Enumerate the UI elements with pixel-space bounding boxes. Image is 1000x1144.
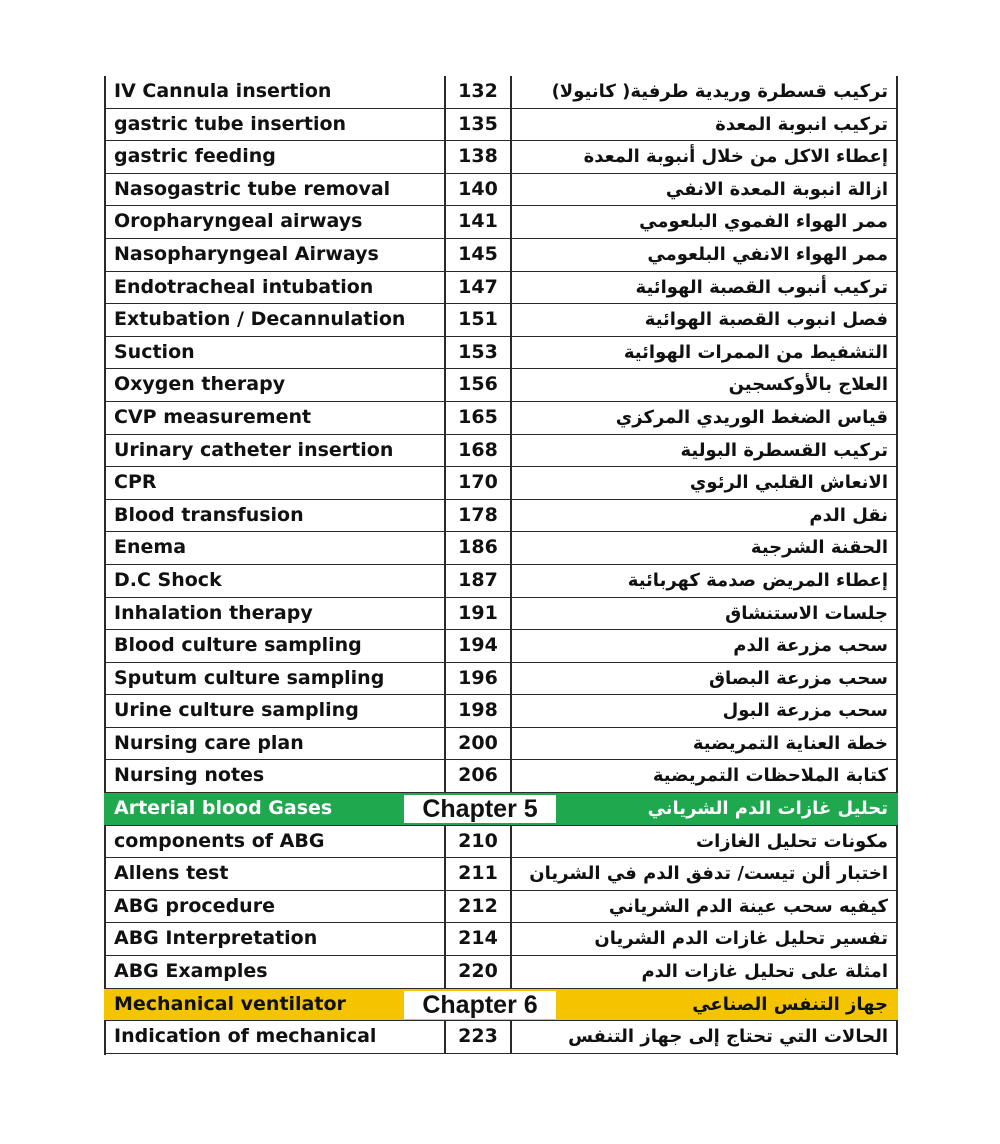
topic-arabic: نقل الدم bbox=[809, 504, 888, 526]
toc-rows bbox=[104, 76, 898, 1054]
topic-arabic: تركيب انبوبة المعدة bbox=[715, 113, 888, 135]
topic-english: ABG Examples bbox=[114, 960, 268, 983]
topic-english: gastric tube insertion bbox=[114, 112, 347, 135]
page-number: 198 bbox=[458, 699, 498, 722]
toc-row bbox=[104, 141, 898, 174]
toc-row bbox=[104, 565, 898, 598]
topic-arabic: مكونات تحليل الغازات bbox=[696, 830, 888, 852]
page-number: 200 bbox=[458, 731, 498, 754]
topic-english: Nasogastric tube removal bbox=[114, 177, 391, 200]
topic-english: gastric feeding bbox=[114, 145, 276, 168]
toc-row bbox=[104, 1021, 898, 1054]
page-number: 186 bbox=[458, 536, 498, 559]
topic-english: Suction bbox=[114, 340, 195, 363]
page-number: 140 bbox=[458, 177, 498, 200]
chapter-label: Chapter 5 bbox=[404, 795, 556, 823]
chapter-title-arabic: تحليل غازات الدم الشرياني bbox=[647, 798, 888, 820]
topic-english: Endotracheal intubation bbox=[114, 275, 374, 298]
page-number: 178 bbox=[458, 503, 498, 526]
topic-arabic: سحب مزرعة الدم bbox=[733, 635, 888, 657]
toc-row bbox=[104, 467, 898, 500]
topic-english: Blood culture sampling bbox=[114, 634, 362, 657]
topic-arabic: خطة العناية التمريضية bbox=[692, 732, 888, 754]
topic-arabic: جلسات الاستنشاق bbox=[725, 602, 888, 624]
toc-row bbox=[104, 109, 898, 142]
topic-arabic: إعطاء الاكل من خلال أنبوبة المعدة bbox=[583, 146, 888, 168]
toc-row bbox=[104, 337, 898, 370]
topic-arabic: قياس الضغط الوريدي المركزي bbox=[615, 406, 888, 428]
toc-row bbox=[104, 272, 898, 305]
toc-row bbox=[104, 239, 898, 272]
topic-english: Oropharyngeal airways bbox=[114, 210, 363, 233]
page-number: 196 bbox=[458, 666, 498, 689]
toc-row bbox=[104, 630, 898, 663]
toc-row bbox=[104, 760, 898, 793]
toc-row bbox=[104, 923, 898, 956]
page-number: 135 bbox=[458, 112, 498, 135]
page-number: 132 bbox=[458, 80, 498, 102]
topic-english: Enema bbox=[114, 536, 187, 559]
topic-arabic: تفسير تحليل غازات الدم الشريان bbox=[594, 928, 888, 950]
toc-row bbox=[104, 826, 898, 859]
toc-row bbox=[104, 728, 898, 761]
page-number: 168 bbox=[458, 438, 498, 461]
topic-arabic: كتابة الملاحظات التمريضية bbox=[652, 765, 888, 787]
page-number: 145 bbox=[458, 242, 498, 265]
topic-english: Nasopharyngeal Airways bbox=[114, 242, 379, 265]
page-number: 220 bbox=[458, 960, 498, 983]
topic-arabic: اختبار ألن تيست/ تدفق الدم في الشريان bbox=[529, 863, 888, 885]
page-number: 170 bbox=[458, 471, 498, 494]
page-number: 187 bbox=[458, 568, 498, 591]
toc-row bbox=[104, 304, 898, 337]
topic-arabic: التشفيط من الممرات الهوائية bbox=[623, 341, 888, 363]
topic-english: Indication of mechanical bbox=[114, 1025, 377, 1048]
page-number: 223 bbox=[458, 1025, 498, 1048]
topic-arabic: كيفيه سحب عينة الدم الشرياني bbox=[608, 895, 888, 917]
toc-row bbox=[104, 76, 898, 109]
page-number: 165 bbox=[458, 405, 498, 428]
page-number: 141 bbox=[458, 210, 498, 233]
topic-english: Nursing notes bbox=[114, 764, 265, 787]
page-number: 156 bbox=[458, 373, 498, 396]
topic-english: Inhalation therapy bbox=[114, 601, 313, 624]
page-number: 194 bbox=[458, 634, 498, 657]
topic-english: D.C Shock bbox=[114, 568, 222, 591]
toc-row bbox=[104, 435, 898, 468]
page-number: 211 bbox=[458, 862, 498, 885]
toc-row bbox=[104, 402, 898, 435]
topic-arabic: العلاج بالأوكسجين bbox=[728, 374, 888, 396]
chapter-label: Chapter 6 bbox=[404, 991, 556, 1019]
topic-arabic: تركيب أنبوب القصبة الهوائية bbox=[635, 276, 888, 298]
table-of-contents bbox=[104, 76, 898, 1054]
topic-arabic: الانعاش القلبي الرئوي bbox=[689, 472, 888, 494]
page-number: 210 bbox=[458, 829, 498, 852]
chapter-title-english: Arterial blood Gases bbox=[114, 797, 333, 820]
page-number: 153 bbox=[458, 340, 498, 363]
toc-row bbox=[104, 532, 898, 565]
page-number: 191 bbox=[458, 601, 498, 624]
topic-english: ABG Interpretation bbox=[114, 927, 318, 950]
topic-english: Urine culture sampling bbox=[114, 699, 359, 722]
topic-arabic: إعطاء المريض صدمة كهربائية bbox=[627, 569, 888, 591]
toc-row bbox=[104, 206, 898, 239]
topic-arabic: سحب مزرعة البصاق bbox=[708, 667, 888, 689]
chapter-title-english: Mechanical ventilator bbox=[114, 992, 346, 1015]
topic-english: CVP measurement bbox=[114, 405, 312, 428]
topic-english: components of ABG bbox=[114, 829, 325, 852]
topic-english: CPR bbox=[114, 471, 157, 494]
topic-arabic: سحب مزرعة البول bbox=[722, 700, 888, 722]
toc-row bbox=[104, 858, 898, 891]
topic-arabic: الحقنة الشرجية bbox=[750, 537, 888, 559]
topic-english: Urinary catheter insertion bbox=[114, 438, 394, 461]
toc-row bbox=[104, 174, 898, 207]
page-number: 214 bbox=[458, 927, 498, 950]
topic-english: IV Cannula insertion bbox=[114, 80, 332, 102]
topic-english: Extubation / Decannulation bbox=[114, 308, 406, 331]
topic-arabic: ممر الهواء الفموي البلعومي bbox=[639, 211, 888, 233]
chapter-title-arabic: جهاز التنفس الصناعي bbox=[692, 993, 888, 1015]
topic-arabic: الحالات التي تحتاج إلى جهاز التنفس bbox=[568, 1026, 888, 1048]
page-number: 206 bbox=[458, 764, 498, 787]
toc-row bbox=[104, 369, 898, 402]
toc-row bbox=[104, 500, 898, 533]
topic-english: Blood transfusion bbox=[114, 503, 304, 526]
page-number: 212 bbox=[458, 894, 498, 917]
chapter6-header bbox=[104, 989, 898, 1022]
page-number: 151 bbox=[458, 308, 498, 331]
topic-english: Nursing care plan bbox=[114, 731, 304, 754]
topic-english: ABG procedure bbox=[114, 894, 275, 917]
topic-arabic: ممر الهواء الانفي البلعومي bbox=[647, 243, 888, 265]
page-number: 138 bbox=[458, 145, 498, 168]
topic-arabic: ازالة انبوبة المعدة الانفي bbox=[665, 178, 888, 200]
toc-row bbox=[104, 598, 898, 631]
page-number: 147 bbox=[458, 275, 498, 298]
toc-row bbox=[104, 695, 898, 728]
topic-english: Allens test bbox=[114, 862, 229, 885]
topic-english: Sputum culture sampling bbox=[114, 666, 385, 689]
topic-english: Oxygen therapy bbox=[114, 373, 286, 396]
toc-row bbox=[104, 891, 898, 924]
topic-arabic: تركيب قسطرة وريدية طرفية( كانيولا) bbox=[551, 81, 888, 102]
topic-arabic: امثلة على تحليل غازات الدم bbox=[641, 961, 888, 983]
toc-row bbox=[104, 956, 898, 989]
toc-row bbox=[104, 663, 898, 696]
chapter5-header bbox=[104, 793, 898, 826]
topic-arabic: تركيب القسطرة البولية bbox=[680, 439, 888, 461]
topic-arabic: فصل انبوب القصبة الهوائية bbox=[644, 309, 888, 331]
